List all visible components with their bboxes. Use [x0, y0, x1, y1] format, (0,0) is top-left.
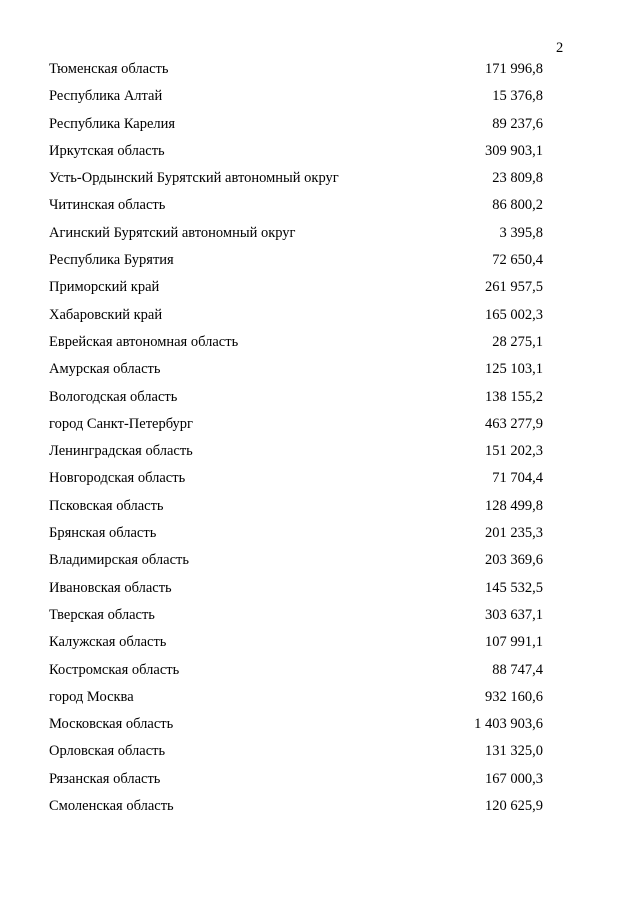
region-name: Тверская область	[49, 606, 155, 623]
region-value: 28 275,1	[492, 333, 543, 350]
list-item	[0, 497, 640, 524]
region-value: 120 625,9	[485, 798, 543, 815]
region-name: Республика Алтай	[49, 88, 163, 105]
region-name: Ивановская область	[49, 579, 172, 596]
region-name: Иркутская область	[49, 142, 165, 159]
list-item	[0, 360, 640, 387]
region-name: Смоленская область	[49, 798, 174, 815]
list-item	[0, 115, 640, 142]
region-name: Приморский край	[49, 279, 160, 296]
region-name: Агинский Бурятский автономный округ	[49, 224, 296, 241]
list-item	[0, 797, 640, 824]
region-value: 89 237,6	[492, 115, 543, 132]
region-name: Рязанская область	[49, 770, 161, 787]
region-name: город Санкт-Петербург	[49, 415, 194, 432]
region-name: Хабаровский край	[49, 306, 163, 323]
region-value: 165 002,3	[485, 306, 543, 323]
list-item	[0, 306, 640, 333]
region-name: Костромская область	[49, 661, 180, 678]
region-value: 23 809,8	[492, 170, 543, 187]
region-name: Брянская область	[49, 525, 157, 542]
list-item	[0, 278, 640, 305]
list-item	[0, 661, 640, 688]
region-name: Владимирская область	[49, 552, 189, 569]
region-value: 15 376,8	[492, 88, 543, 105]
list-item	[0, 196, 640, 223]
page-number: 2	[556, 40, 564, 56]
region-value: 3 395,8	[499, 224, 543, 241]
region-list	[0, 60, 640, 824]
region-value: 203 369,6	[485, 552, 543, 569]
list-item	[0, 770, 640, 797]
region-value: 145 532,5	[485, 579, 543, 596]
region-value: 72 650,4	[492, 252, 543, 269]
list-item	[0, 87, 640, 114]
list-item	[0, 715, 640, 742]
region-value: 463 277,9	[485, 415, 543, 432]
region-value: 151 202,3	[485, 443, 543, 460]
region-name: Республика Бурятия	[49, 252, 174, 269]
region-name: город Москва	[49, 688, 134, 705]
region-name: Читинская область	[49, 197, 166, 214]
list-item	[0, 742, 640, 769]
region-value: 932 160,6	[485, 688, 543, 705]
list-item	[0, 579, 640, 606]
list-item	[0, 688, 640, 715]
region-value: 107 991,1	[485, 634, 543, 651]
region-name: Амурская область	[49, 361, 161, 378]
region-value: 261 957,5	[485, 279, 543, 296]
region-value: 138 155,2	[485, 388, 543, 405]
region-name: Вологодская область	[49, 388, 178, 405]
region-value: 303 637,1	[485, 606, 543, 623]
region-name: Тюменская область	[49, 61, 169, 77]
region-value: 131 325,0	[485, 743, 543, 760]
list-item	[0, 169, 640, 196]
list-item	[0, 415, 640, 442]
list-item	[0, 388, 640, 415]
list-item	[0, 142, 640, 169]
region-name: Еврейская автономная область	[49, 333, 239, 350]
region-value: 128 499,8	[485, 497, 543, 514]
region-name: Калужская область	[49, 634, 167, 651]
region-value: 1 403 903,6	[474, 716, 543, 733]
list-item	[0, 469, 640, 496]
region-name: Псковская область	[49, 497, 164, 514]
list-item	[0, 442, 640, 469]
region-value: 309 903,1	[485, 142, 543, 159]
region-name: Московская область	[49, 716, 174, 733]
region-name: Орловская область	[49, 743, 166, 760]
region-value: 201 235,3	[485, 525, 543, 542]
region-name: Новгородская область	[49, 470, 186, 487]
list-item	[0, 606, 640, 633]
list-item	[0, 551, 640, 578]
region-value: 171 996,8	[485, 61, 543, 77]
region-name: Республика Карелия	[49, 115, 176, 132]
list-item	[0, 251, 640, 278]
region-value: 125 103,1	[485, 361, 543, 378]
region-name: Ленинградская область	[49, 443, 193, 460]
list-item	[0, 60, 640, 87]
list-item	[0, 333, 640, 360]
list-item	[0, 524, 640, 551]
region-value: 88 747,4	[492, 661, 543, 678]
region-name: Усть-Ордынский Бурятский автономный округ	[49, 170, 339, 187]
list-item	[0, 224, 640, 251]
region-value: 167 000,3	[485, 770, 543, 787]
list-item	[0, 633, 640, 660]
region-value: 86 800,2	[492, 197, 543, 214]
region-value: 71 704,4	[492, 470, 543, 487]
